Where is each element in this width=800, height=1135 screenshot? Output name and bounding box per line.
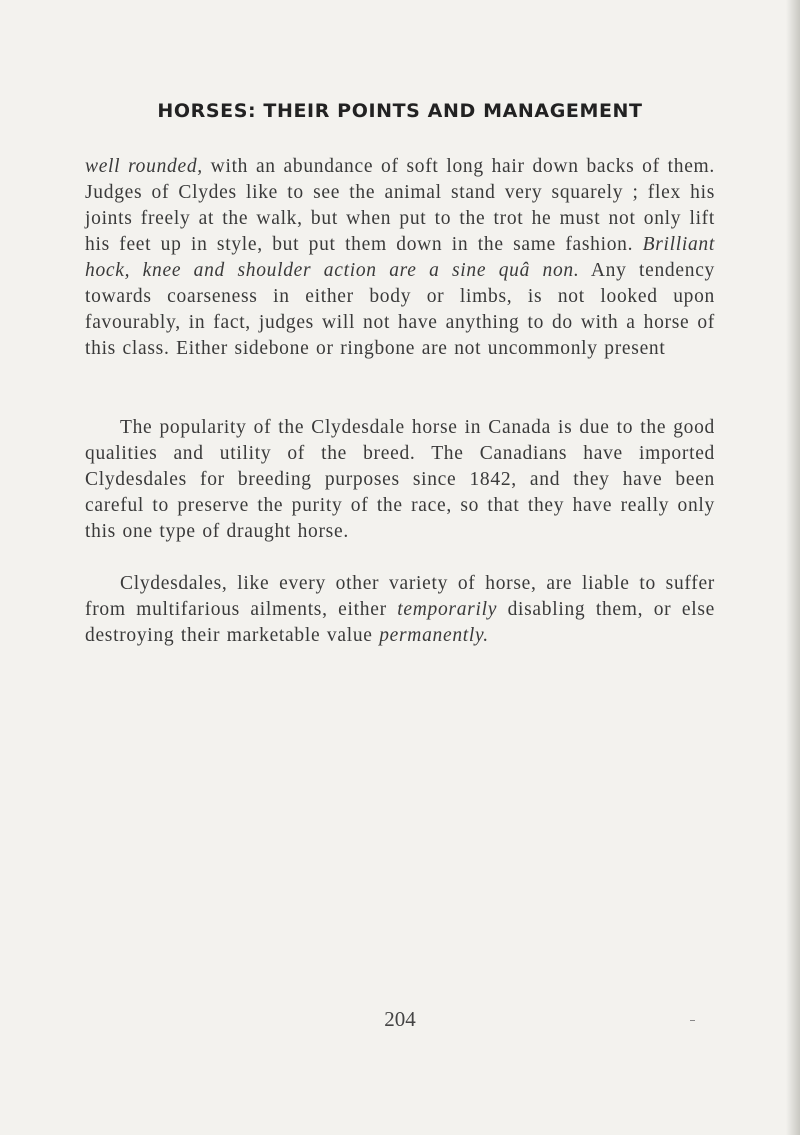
- paragraph-2: [85, 415, 715, 545]
- text-segment: Clydesdales, like every other variety of horse, are liable to suffer from multifarious ailments, either: [85, 573, 715, 620]
- text-segment: with an abundance of soft long hair down backs of them. Judges of Clydes like to see the animal stand very squarely ; flex his joints freely at the walk, but when put to the trot he must not only lift his feet up in style, but put them down in the same fashion.: [85, 156, 715, 255]
- text-segment: Any tendency towards coarseness in either body or limbs, is not looked upon favourably, in fact, judges will not have anything to do with a horse of this class. Either sidebone or ringbone are not uncommonly present: [85, 260, 715, 359]
- text-segment-italic: temporarily: [397, 599, 498, 620]
- text-segment-italic: permanently.: [379, 625, 489, 646]
- paragraph-1: [85, 154, 715, 362]
- paragraph-3-text: [85, 571, 715, 649]
- text-segment-italic: well rounded,: [85, 156, 203, 177]
- print-speck: [690, 1020, 695, 1021]
- paragraph-2-text: [85, 415, 715, 545]
- text-segment: disabling them, or else destroying their marketable value: [85, 599, 715, 646]
- paragraph-1-text: [85, 154, 715, 362]
- text-segment: The popularity of the Clydesdale horse in Canada is due to the good qualities and utility of the breed. The Canadians have imported Clydesdales for breeding purposes since 1842, and they have been careful to preserve the purity of the race, so that they have really only this one type of draught horse.: [85, 417, 715, 542]
- paragraph-3: [85, 571, 715, 649]
- text-segment-italic: Brilliant hock, knee and shoulder action are a sine quâ non.: [85, 234, 715, 281]
- page-number: 204: [384, 1007, 416, 1031]
- running-header: HORSES: THEIR POINTS AND MANAGEMENT: [157, 100, 643, 122]
- page-edge-shadow: [786, 0, 800, 1135]
